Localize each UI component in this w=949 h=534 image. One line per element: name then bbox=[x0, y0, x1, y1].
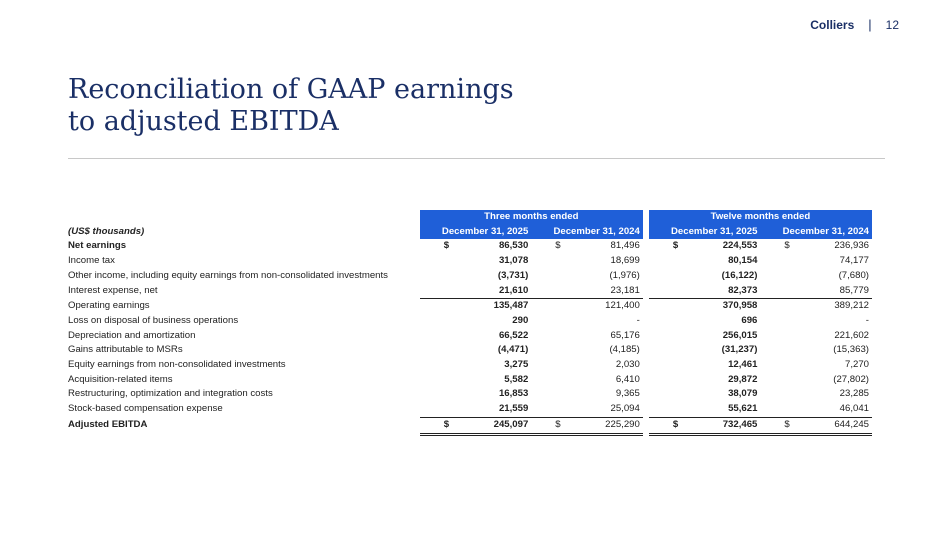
page-header bbox=[810, 17, 899, 32]
value-text: 732,465 bbox=[722, 418, 758, 430]
value-text: (7,680) bbox=[838, 269, 869, 281]
cell-value bbox=[649, 358, 761, 373]
value-text: 389,212 bbox=[834, 300, 869, 312]
row-label: Equity earnings from non-consolidated investments bbox=[68, 359, 286, 371]
cell-value bbox=[649, 402, 761, 417]
table-row bbox=[68, 358, 872, 373]
value-text: 16,853 bbox=[498, 388, 529, 400]
currency-symbol: $ bbox=[672, 240, 679, 252]
reconciliation-table bbox=[68, 210, 872, 436]
value-text: 370,958 bbox=[722, 300, 758, 312]
value-text: 66,522 bbox=[498, 329, 529, 341]
column-header-row bbox=[68, 225, 872, 240]
cell-value bbox=[760, 343, 872, 358]
cell-value bbox=[760, 329, 872, 344]
group-twelve-months: Twelve months ended bbox=[649, 210, 872, 225]
cell-value bbox=[649, 373, 761, 388]
cell-value bbox=[531, 299, 643, 314]
cell-value bbox=[420, 358, 532, 373]
currency-symbol: $ bbox=[555, 240, 561, 252]
row-label: Net earnings bbox=[68, 240, 127, 252]
cell-value bbox=[760, 417, 872, 434]
value-text: 18,699 bbox=[610, 255, 640, 267]
cell-value bbox=[760, 284, 872, 299]
row-label: Stock-based compensation expense bbox=[68, 403, 223, 415]
currency-symbol: $ bbox=[672, 418, 679, 430]
row-label: Operating earnings bbox=[68, 299, 150, 311]
value-text: - bbox=[865, 314, 869, 326]
cell-value bbox=[531, 284, 643, 299]
value-text: (1,976) bbox=[609, 269, 640, 281]
row-label: Gains attributable to MSRs bbox=[68, 344, 183, 356]
value-text: 80,154 bbox=[728, 255, 758, 267]
cell-value bbox=[420, 284, 532, 299]
cell-value bbox=[420, 373, 532, 388]
cell-value bbox=[531, 387, 643, 402]
cell-value bbox=[760, 387, 872, 402]
value-text: 3,275 bbox=[504, 359, 529, 371]
units-label: (US$ thousands) bbox=[68, 225, 145, 237]
cell-value bbox=[420, 269, 532, 284]
cell-value bbox=[420, 314, 532, 329]
cell-value bbox=[531, 373, 643, 388]
cell-value bbox=[760, 358, 872, 373]
cell-value bbox=[531, 269, 643, 284]
row-label: Interest expense, net bbox=[68, 284, 158, 296]
page-title-line1: Reconciliation of GAAP earnings bbox=[68, 74, 514, 105]
value-text: 236,936 bbox=[834, 240, 869, 252]
col-header-fy-2024: December 31, 2024 bbox=[760, 225, 872, 240]
value-text: 245,097 bbox=[493, 418, 529, 430]
cell-value bbox=[760, 254, 872, 269]
value-text: 74,177 bbox=[839, 255, 869, 267]
value-text: 23,285 bbox=[839, 388, 869, 400]
currency-symbol: $ bbox=[784, 418, 790, 430]
cell-value bbox=[760, 239, 872, 254]
value-text: 290 bbox=[512, 314, 529, 326]
cell-value bbox=[531, 417, 643, 434]
row-label: Adjusted EBITDA bbox=[68, 419, 148, 431]
table-row bbox=[68, 284, 872, 299]
cell-value bbox=[531, 343, 643, 358]
value-text: 55,621 bbox=[728, 403, 758, 415]
value-text: 82,373 bbox=[728, 284, 758, 296]
page-title-line2: to adjusted EBITDA bbox=[68, 106, 339, 137]
cell-value bbox=[531, 329, 643, 344]
cell-value bbox=[760, 299, 872, 314]
value-text: - bbox=[636, 314, 640, 326]
cell-value bbox=[649, 329, 761, 344]
value-text: 224,553 bbox=[722, 240, 758, 252]
cell-value bbox=[420, 387, 532, 402]
col-header-q4-2024: December 31, 2024 bbox=[531, 225, 643, 240]
table-row bbox=[68, 402, 872, 417]
value-text: 31,078 bbox=[498, 255, 529, 267]
currency-symbol: $ bbox=[443, 240, 450, 252]
value-text: (31,237) bbox=[721, 344, 758, 356]
cell-value bbox=[649, 387, 761, 402]
table-body bbox=[68, 239, 872, 434]
cell-value bbox=[649, 417, 761, 434]
value-text: 29,872 bbox=[728, 373, 758, 385]
cell-value bbox=[649, 299, 761, 314]
value-text: 23,181 bbox=[610, 284, 640, 296]
page-title bbox=[68, 74, 514, 138]
cell-value bbox=[531, 254, 643, 269]
row-label: Other income, including equity earnings from non-consolidated investments bbox=[68, 269, 388, 281]
table-row bbox=[68, 254, 872, 269]
value-text: (4,471) bbox=[497, 344, 529, 356]
header-separator: | bbox=[868, 17, 872, 32]
value-text: 7,270 bbox=[844, 359, 869, 371]
table-row bbox=[68, 314, 872, 329]
cell-value bbox=[649, 269, 761, 284]
value-text: 21,559 bbox=[498, 403, 529, 415]
row-label: Income tax bbox=[68, 255, 115, 267]
value-text: 121,400 bbox=[605, 300, 640, 312]
value-text: 221,602 bbox=[834, 329, 869, 341]
value-text: 9,365 bbox=[615, 388, 640, 400]
group-three-months: Three months ended bbox=[420, 210, 643, 225]
value-text: 86,530 bbox=[498, 240, 529, 252]
brand-name: Colliers bbox=[810, 17, 855, 32]
row-label: Depreciation and amortization bbox=[68, 329, 196, 341]
value-text: 81,496 bbox=[610, 240, 640, 252]
cell-value bbox=[649, 343, 761, 358]
value-text: 135,487 bbox=[493, 300, 529, 312]
table-row bbox=[68, 299, 872, 314]
value-text: (15,363) bbox=[833, 344, 869, 356]
value-text: 25,094 bbox=[610, 403, 640, 415]
col-header-q4-2025: December 31, 2025 bbox=[420, 225, 532, 240]
table-row bbox=[68, 417, 872, 434]
table-row bbox=[68, 387, 872, 402]
value-text: 5,582 bbox=[504, 373, 529, 385]
cell-value bbox=[531, 314, 643, 329]
cell-value bbox=[420, 254, 532, 269]
col-header-fy-2025: December 31, 2025 bbox=[649, 225, 761, 240]
value-text: (3,731) bbox=[497, 269, 529, 281]
table-row bbox=[68, 343, 872, 358]
cell-value bbox=[760, 314, 872, 329]
value-text: 21,610 bbox=[498, 284, 529, 296]
value-text: (4,185) bbox=[609, 344, 640, 356]
cell-value bbox=[649, 254, 761, 269]
value-text: 6,410 bbox=[615, 373, 640, 385]
value-text: 644,245 bbox=[834, 418, 869, 430]
cell-value bbox=[760, 269, 872, 284]
currency-symbol: $ bbox=[443, 418, 450, 430]
value-text: 12,461 bbox=[728, 359, 758, 371]
value-text: 256,015 bbox=[722, 329, 758, 341]
value-text: 225,290 bbox=[605, 418, 640, 430]
cell-value bbox=[649, 239, 761, 254]
table-row bbox=[68, 239, 872, 254]
row-label: Loss on disposal of business operations bbox=[68, 314, 239, 326]
value-text: (27,802) bbox=[833, 373, 869, 385]
value-text: 65,176 bbox=[610, 329, 640, 341]
row-label: Restructuring, optimization and integration costs bbox=[68, 388, 273, 400]
title-divider bbox=[68, 158, 885, 159]
value-text: 85,779 bbox=[839, 284, 869, 296]
cell-value bbox=[420, 329, 532, 344]
value-text: 46,041 bbox=[839, 403, 869, 415]
cell-value bbox=[760, 402, 872, 417]
row-label: Acquisition-related items bbox=[68, 373, 173, 385]
page-number: 12 bbox=[885, 17, 899, 32]
cell-value bbox=[420, 402, 532, 417]
value-text: 2,030 bbox=[615, 359, 640, 371]
currency-symbol: $ bbox=[784, 240, 790, 252]
value-text: (16,122) bbox=[721, 269, 758, 281]
cell-value bbox=[531, 358, 643, 373]
cell-value bbox=[420, 343, 532, 358]
cell-value bbox=[531, 402, 643, 417]
cell-value bbox=[420, 299, 532, 314]
table-row bbox=[68, 269, 872, 284]
cell-value bbox=[760, 373, 872, 388]
value-text: 38,079 bbox=[728, 388, 758, 400]
cell-value bbox=[649, 284, 761, 299]
cell-value bbox=[649, 314, 761, 329]
table-row bbox=[68, 329, 872, 344]
table-row bbox=[68, 373, 872, 388]
cell-value bbox=[420, 417, 532, 434]
currency-symbol: $ bbox=[555, 418, 561, 430]
cell-value bbox=[531, 239, 643, 254]
cell-value bbox=[420, 239, 532, 254]
value-text: 696 bbox=[741, 314, 758, 326]
group-header-row bbox=[68, 210, 872, 225]
